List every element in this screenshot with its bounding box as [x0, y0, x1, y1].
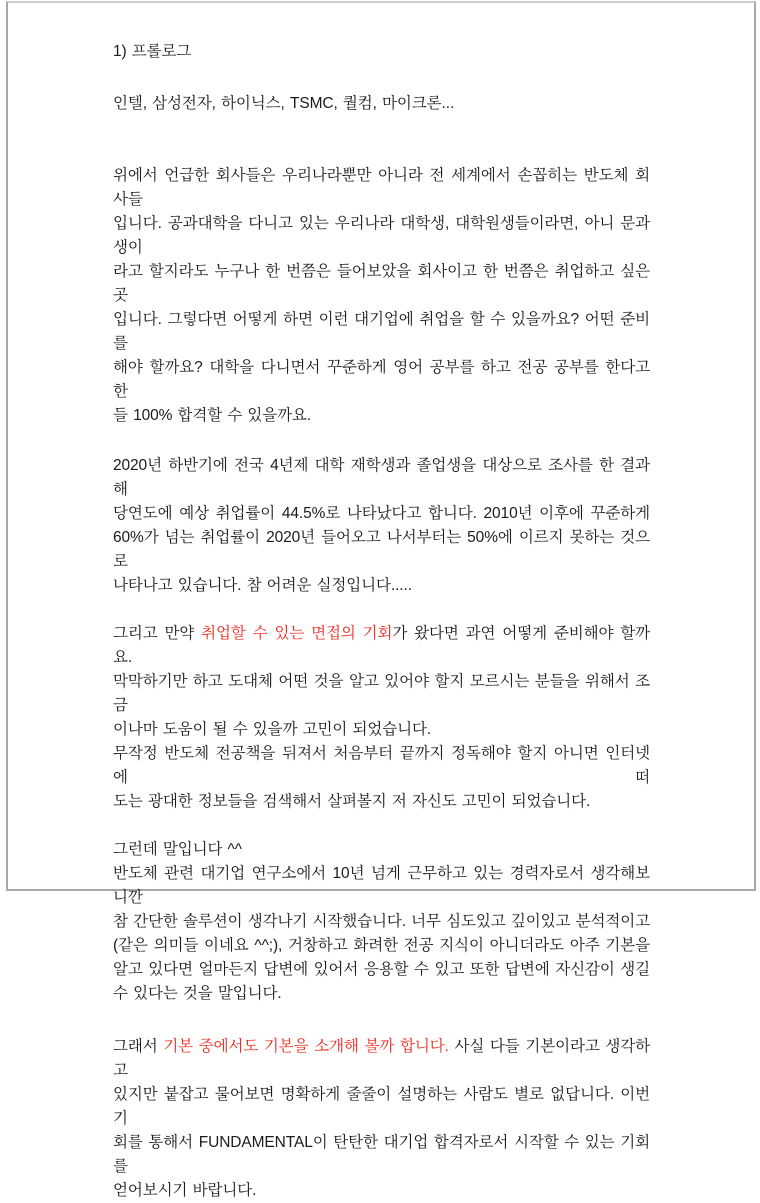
paragraph-fundamental: [113, 1035, 650, 1203]
text-segment: 막막하기만 하고 도대체 어떤 것을 알고 있어야 할지 모르시는 분들을 위해서 조금: [113, 673, 650, 714]
text-segment: 들 100% 합격할 수 있을까요.: [113, 407, 312, 424]
text-line: [113, 862, 650, 910]
text-line: [113, 260, 650, 308]
text-line: [113, 622, 650, 670]
text-line: [113, 526, 650, 574]
text-segment: 반도체 관련 대기업 연구소에서 10년 넘게 근무하고 있는 경력자로서 생각해보니깐: [113, 865, 650, 906]
text-segment: 위에서 언급한 회사들은 우리나라뿐만 아니라 전 세계에서 손꼽히는 반도체 회사들: [113, 167, 650, 208]
text-segment: 입니다. 공과대학을 다니고 있는 우리나라 대학생, 대학원생들이라면, 아니 문과생이: [113, 215, 650, 256]
text-line: [113, 404, 650, 428]
text-segment: 얻어보시기 바랍니다.: [113, 1182, 257, 1199]
paragraph-but-line: [113, 838, 650, 862]
text-segment: 도는 광대한 정보들을 검색해서 살펴볼지 저 자신도 고민이 되었습니다.: [113, 793, 591, 810]
text-line: [113, 958, 650, 982]
text-segment: 무작정 반도체 전공책을 뒤져서 처음부터 끝까지 정독해야 할지 아니면 인터넷에 떠: [113, 745, 650, 786]
paragraph-intro: [113, 164, 650, 428]
company-list-line: [113, 92, 650, 116]
text-line: [113, 838, 650, 862]
text-segment: 2020년 하반기에 전국 4년제 대학 재학생과 졸업생을 대상으로 조사를 한 결과 해: [113, 457, 650, 498]
highlighted-red-text: 취업할 수 있는 면접의 기회: [201, 625, 393, 642]
text-line: [113, 212, 650, 260]
text-segment: 사실 다들 기본이라고 생각하고: [113, 1038, 650, 1079]
text-line: [113, 718, 650, 742]
text-segment: 가 왔다면 과연 어떻게 준비해야 할까요.: [113, 625, 650, 666]
text-segment: 입니다. 그렇다면 어떻게 하면 이런 대기업에 취업을 할 수 있을까요? 어떤 준비를: [113, 311, 650, 352]
text-line: [113, 742, 650, 790]
text-segment: 수 있다는 것을 말입니다.: [113, 985, 282, 1002]
text-line: [113, 40, 650, 64]
text-segment: 라고 할지라도 누구나 한 번쯤은 들어보았을 회사이고 한 번쯤은 취업하고 싶은 곳: [113, 263, 650, 304]
text-segment: 회를 통해서 FUNDAMENTAL이 탄탄한 대기업 합격자로서 시작할 수 있는 기회를: [113, 1134, 650, 1175]
text-line: [113, 1179, 650, 1203]
text-segment: 있지만 붙잡고 물어보면 명확하게 줄줄이 설명하는 사람도 별로 없답니다. 이번 기: [113, 1086, 650, 1127]
text-line: [113, 574, 650, 598]
text-segment: 당연도에 예상 취업률이 44.5%로 나타났다고 합니다. 2010년 이후에 꾸준하게: [113, 505, 650, 522]
text-line: [113, 164, 650, 212]
text-line: [113, 670, 650, 718]
text-line: [113, 1131, 650, 1179]
text-line: [113, 1083, 650, 1131]
text-line: [113, 790, 650, 814]
text-line: [113, 934, 650, 958]
text-segment: 이나마 도움이 될 수 있을까 고민이 되었습니다.: [113, 721, 432, 738]
text-segment: 그런데 말입니다 ^^: [113, 841, 242, 858]
text-segment: 알고 있다면 얼마든지 답변에 있어서 응용할 수 있고 또한 답변에 자신감이 생길: [113, 961, 650, 978]
text-segment: 나타나고 있습니다. 참 어려운 실정입니다.....: [113, 577, 412, 594]
text-line: [113, 1035, 650, 1083]
text-line: [113, 308, 650, 356]
text-line: [113, 356, 650, 404]
text-segment: 해야 할까요? 대학을 다니면서 꾸준하게 영어 공부를 하고 전공 공부를 한다고 한: [113, 359, 650, 400]
text-segment: 인텔, 삼성전자, 하이닉스, TSMC, 퀄컴, 마이크론...: [113, 95, 455, 112]
text-segment: 60%가 넘는 취업률이 2020년 들어오고 나서부터는 50%에 이르지 못하는 것으로: [113, 529, 650, 570]
paragraph-interview-chance: [113, 622, 650, 742]
paragraph-experience: [113, 862, 650, 1006]
text-line: [113, 502, 650, 526]
paragraph-study-dilemma: [113, 742, 650, 814]
text-segment: 참 간단한 솔루션이 생각나기 시작했습니다. 너무 심도있고 깊이있고 분석적이고: [113, 913, 650, 930]
document-body: [113, 40, 650, 1203]
text-line: [113, 454, 650, 502]
text-line: [113, 982, 650, 1006]
text-line: [113, 910, 650, 934]
text-segment: (같은 의미들 이네요 ^^;), 거창하고 화려한 전공 지식이 아니더라도 아주 기본을: [113, 937, 650, 954]
text-line: [113, 92, 650, 116]
highlighted-red-text: 기본 중에서도 기본을 소개해 볼까 합니다.: [163, 1038, 449, 1055]
text-segment: 1) 프롤로그: [113, 43, 192, 60]
paragraph-employment-stats: [113, 454, 650, 598]
text-segment: 그래서: [113, 1038, 164, 1055]
section-heading: [113, 40, 650, 64]
text-segment: 그리고 만약: [113, 625, 202, 642]
